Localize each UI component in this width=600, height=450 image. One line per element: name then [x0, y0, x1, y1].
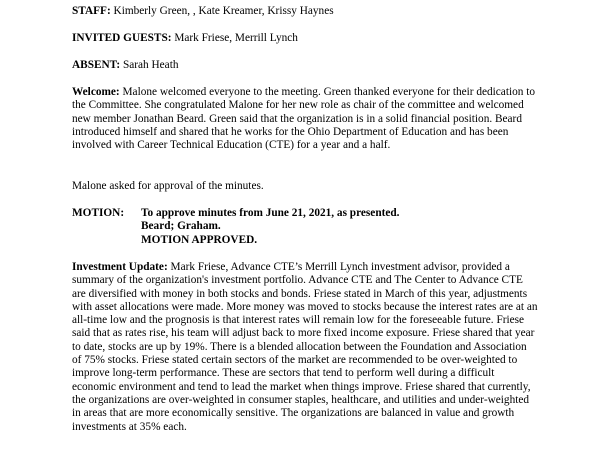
investment-update-paragraph — [72, 261, 538, 434]
invited-guests-line — [72, 32, 538, 45]
absent-label: ABSENT: — [72, 59, 121, 71]
welcome-label: Welcome: — [72, 86, 120, 98]
motion-label: MOTION: — [72, 207, 125, 219]
welcome-paragraph — [72, 86, 538, 152]
invited-guests-names: Mark Friese, Merrill Lynch — [174, 32, 298, 44]
investment-update-text: Mark Friese, Advance CTE’s Merrill Lynch investment advisor, provided a summary of the organization's investment portfolio. Advance CTE and The Center to Advance CTE are diversified with money in both stocks and bonds. Friese stated in March of this year, adjustments with asset allocations were made. More money was moved to stocks because the interest rates are at an all-time low and the prognosis is that interest rates will remain low for the foreseeable future. Friese said that as rates rise, his team will adjust back to more fixed income exposure. Friese shared that year to date, stocks are up by 19%. There is a blended allocation between the Foundation and Association of 75% stocks. Friese stated certain sectors of the market are recommended to be over-weighted to improve long-term performance. These are sectors that tend to perform well during a difficult economic environment and tend to lead the market when things improve. Friese shared that currently, the organizations are over-weighted in consumer staples, healthcare, and utilities and under-weighted in areas that are more economically sensitive. The organizations are balanced in value and growth investments at 35% each. — [72, 261, 538, 433]
absent-names: Sarah Heath — [122, 59, 179, 71]
motion-movers: Beard; Graham. — [141, 220, 221, 233]
motion-text: To approve minutes from June 21, 2021, as presented. — [141, 207, 400, 219]
minutes-request-paragraph: Malone asked for approval of the minutes. — [72, 180, 264, 192]
motion-lines — [141, 207, 400, 247]
staff-names: Kimberly Green, , Kate Kreamer, Krissy Haynes — [113, 5, 334, 17]
welcome-text: Malone welcomed everyone to the meeting. Green thanked everyone for their dedication to the Committee. She congratulated Malone for her new role as chair of the committee and welcomed new member Jonathan Beard. Green said that the organization is in a solid financial position. Beard introduced himself and shared that he works for the Ohio Department of Education and has been involved with Career Technical Education (CTE) for a year and a half. — [72, 86, 536, 152]
staff-label: STAFF: — [72, 5, 111, 17]
staff-line — [72, 5, 538, 18]
motion-result: MOTION APPROVED. — [141, 233, 258, 246]
investment-update-label: Investment Update: — [72, 261, 168, 273]
invited-guests-label: INVITED GUESTS: — [72, 32, 172, 44]
absent-line — [72, 59, 538, 72]
